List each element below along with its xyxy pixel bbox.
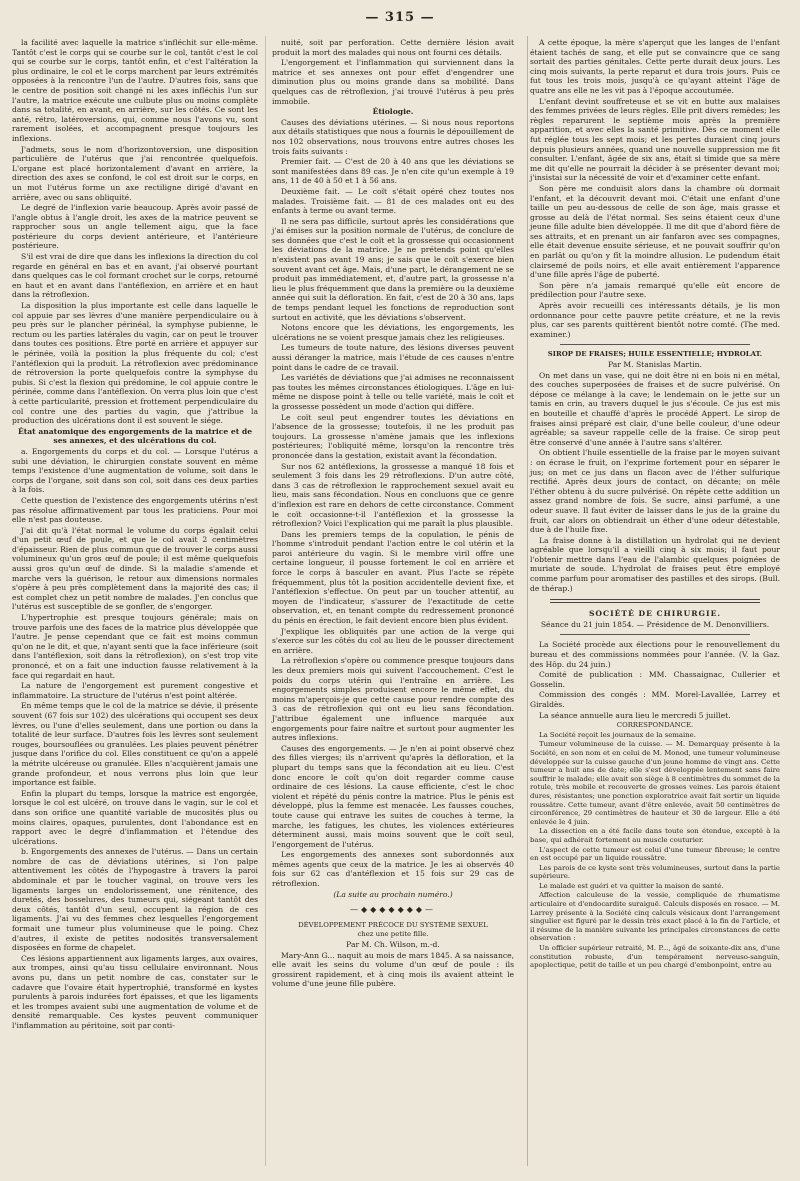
- article-title: SIROP DE FRAISES; HUILE ESSENTIELLE; HYDROLAT.: [547, 350, 763, 359]
- paragraph: Tumeur volumineuse de la cuisse. — M. Demarquay présente à la Société, en son nom et en celui de M. Monod, une tumeur volumineuse développée sur la cuisse gauche d'un jeune homme de vingt ans. Cette tumeur a huit ans de date; elle s'est développée lentement sans faire souffrir le malade; elle avait son siège à 8 centimètres du sommet de la rotule, très mobile et recouverte de grosses veines. Les parois étaient dures, résistantes; une ponction exploratrice avait fait sortir un liquide roussâtre. Cette tumeur, avant d'être enlevée, avait 50 centimètres de circonférence, 29 centimètres de hauteur et 30 de largeur. Elle a été enlevée le 4 juin.: [530, 740, 780, 826]
- separator: [560, 344, 750, 345]
- paragraph: Le degré de l'inflexion varie beaucoup. Après avoir passé de l'angle obtus à l'angle droit, les axes de la matrice peuvent se rapprocher sous un angle tellement aigu, que la face postérieure du corps devient antérieure, et l'antérieure postérieure.: [12, 203, 258, 251]
- paragraph: J'explique les obliquités par une action de la verge qui s'exerce sur les côtés du col au lieu de le pousser directement en arrière.: [272, 626, 514, 655]
- paragraph: Les engorgements des annexes sont subordonnés aux mêmes agents que ceux de la matrice. Je les ai observés 40 fois sur 62 cas d'antéflexion et 15 fois sur 29 cas de rétroflexion.: [272, 850, 514, 889]
- paragraph: L'hypertrophie est presque toujours générale; mais on trouve parfois une des faces de la matrice plus développée que l'autre. Je pense cependant que ce fait est moins commun qu'on ne le dit, et que, n'ayant senti que la face inférieure (soit dans l'antéflexion, soit dans la rétroflexion), on s'est trop vite prononcé, et on a fait une induction fausse relativement à la face qui regardait en haut.: [12, 613, 258, 680]
- paragraph: Ces lésions appartiennent aux ligaments larges, aux ovaires, aux trompes, ainsi qu'au tissu cellulaire environnant. Nous avons pu, dans un petit nombre de cas, constater sur le cadavre que l'ovaire était hypertrophié, transformé en kystes purulents à parois indurées fort épaisses, et que les ligaments et les trompes avaient subi une augmentation de volume et de densité remarquable. Ces kystes peuvent communiquer l'inflammation au péritoine, soit par conti-: [12, 953, 258, 1030]
- correspondance-heading: CORRESPONDANCE.: [616, 721, 694, 730]
- paragraph: nuité, soit par perforation. Cette dernière lésion avait produit la mort des malades qui nous ont fourni ces détails.: [272, 38, 514, 57]
- article-author: Par M. Ch. Wilson, m.-d.: [346, 940, 440, 950]
- paragraph: La fraise donne à la distillation un hydrolat qui ne devient agréable que lorsqu'il a vieilli cinq à six mois; il faut pour l'obtenir mettre dans l'eau de l'alambic quelques poignées de muriate de soude. L'hydrolat de fraises peut être employé comme parfum pour aromatiser des pastilles et des sirops. (Bull. de thérap.): [530, 535, 780, 593]
- article-author: Par M. Stanislas Martin.: [608, 360, 702, 369]
- column-left: [12, 38, 258, 1032]
- paragraph: Mary-Ann G... naquit au mois de mars 1845. A sa naissance, elle avait les seins du volume d'un œuf de poule : ils grossirent rapidement, et à cinq mois ils avaient atteint le volume d'une jeune fille pubère.: [272, 950, 514, 989]
- paragraph: La Société procède aux élections pour le renouvellement du bureau et des commissions nommées pour l'année. (V. la Gaz. des Hôp. du 24 juin.): [530, 640, 780, 669]
- paragraph: A cette époque, la mère s'aperçut que les langes de l'enfant étaient tachés de sang, et elle put se convaincre que ce sang sortait des parties génitales. Cette perte durait deux jours. Les cinq mois suivants, la perte reparut et dura trois jours. Puis ce fut tous les trois mois, jusqu'à ce qu'ayant atteint l'âge de quatre ans elle ne les vit pas à l'époque accoutumée.: [530, 38, 780, 95]
- paragraph: Cette question de l'existence des engorgements utérins n'est pas résolue affirmativement par tous les praticiens. Pour moi elle n'est pas douteuse.: [12, 495, 258, 525]
- double-rule: [550, 599, 760, 603]
- separator: [560, 634, 750, 635]
- seance-line: Séance du 21 juin 1854. — Présidence de M. Denonvilliers.: [540, 619, 770, 629]
- paragraph: La dissection en a été facile dans toute son étendue, excepté à la base, qui adhérait fortement au muscle couturier.: [530, 827, 780, 844]
- col2b-paragraphs: [272, 118, 514, 889]
- ornament-divider: —◆◆◆◆◆◆◆—: [349, 905, 437, 915]
- section-heading: Étiologie.: [372, 107, 414, 117]
- paragraph: Les parois de ce kyste sont très volumineuses, surtout dans la partie supérieure.: [530, 863, 780, 881]
- society-heading: SOCIÉTÉ DE CHIRURGIE.: [588, 609, 722, 619]
- column-right: [530, 38, 780, 971]
- paragraph: Son père n'a jamais remarqué qu'elle eût encore de prédilection pour l'autre sexe.: [530, 280, 780, 300]
- col2a-paragraphs: [272, 38, 514, 106]
- paragraph: Causes des engorgements. — Je n'en ai point observé chez des filles vierges; ils n'arrivent qu'après la défloration, et la plupart du temps sans que la fécondation ait eu lieu. C'est donc encore le coït qu'on doit regarder comme cause ordinaire de ces lésions. La cause efficiente, c'est le choc violent et répété du pénis contre la matrice. Plus le pénis est développé, plus la femme est menacée. Les fausses couches, toute cause qui entrave les suites de couches à terme, la marche, les fatigues, les chutes, les violences extérieures déterminent aussi, mais moins souvent que le coït seul, l'engorgement de l'utérus.: [272, 743, 514, 849]
- paragraph: Les tumeurs de toute nature, des lésions diverses peuvent aussi déranger la matrice, mais l'étude de ces causes n'entre point dans le cadre de ce travail.: [272, 343, 514, 372]
- section-heading: État anatomique des engorgements de la matrice et de ses annexes, et des ulcérations du col.: [17, 426, 253, 446]
- paragraph: Affection calculeuse de la vessie, compliquée de rhumatisme articulaire et d'endocardite suraiguë. Calculs disposés en rosace. — M. Larrey présente à la Société cinq calculs vésicaux dont l'arrangement singulier est figuré par le dessin très exact placé à la fin de l'article, et il résume de la manière suivante les principales circonstances de cette observation :: [530, 891, 780, 943]
- paragraph: Son père me conduisit alors dans la chambre où dormait l'enfant, et la découvrit devant moi. C'était une enfant d'une taille un peu au-dessous de celle de son âge, mais grasse et grosse au delà de l'état normal. Ses seins étaient ceux d'une jeune fille adulte bien développée. Il me dit que d'abord fière de ses attraits, et en prenant un air fanfaron avec ses compagnes, elle était devenue ensuite sérieuse, et ne pouvait souffrir qu'on en parlât ou qu'on y fît la moindre allusion. Le pudendum était clairsemé de poils noirs, et elle avait entièrement l'apparence d'une fille après l'âge de puberté.: [530, 183, 780, 280]
- paragraph: Deuxième fait. — Le coït s'était opéré chez toutes nos malades. Troisième fait. — 81 de ces malades ont eu des enfants à terme ou avant terme.: [272, 186, 514, 216]
- paragraph: Causes des déviations utérines. — Si nous nous reportons aux détails statistiques que nous a fournis le dépouillement de nos 102 observations, nous trouvons entre autres choses les trois faits suivants :: [272, 117, 514, 156]
- col1b-paragraphs: [12, 447, 258, 1031]
- paragraph: Comité de publication : MM. Chassaignac, Cullerier et Gosselin.: [530, 670, 780, 689]
- column-divider: [527, 36, 528, 1166]
- column-divider: [265, 36, 266, 1166]
- paragraph: La Société reçoit les journaux de la semaine.: [539, 730, 696, 739]
- paragraph: Enfin la plupart du temps, lorsque la matrice est engorgée, lorsque le col est ulcéré, on trouve dans le vagin, sur le col et dans son orifice une quantité variable de mucosités plus ou moins claires, opaques, purulentes, dont l'abondance est en rapport avec le degré d'inflammation et l'étendue des ulcérations.: [12, 788, 258, 846]
- col2c-paragraphs: [272, 951, 514, 989]
- col1-paragraphs: [12, 38, 258, 426]
- col3c-paragraphs: [530, 640, 780, 720]
- continuation-note: (La suite au prochain numéro.): [333, 889, 453, 899]
- paragraph: Notons encore que les déviations, les engorgements, les ulcérations ne se voient presque jamais chez les religieuses.: [272, 323, 514, 342]
- paragraph: La séance annuelle aura lieu le mercredi 5 juillet.: [539, 710, 731, 720]
- paragraph: La disposition la plus importante est celle dans laquelle le col appuie par ses lèvres d'une manière perpendiculaire ou à peu près sur le plancher périnéal, la symphyse pubienne, le rectum ou les parties latérales du vagin, car on peut le trouver dans toutes ces positions. Être porté en arrière et appuyer sur le périnée, voilà la position la plus fréquente du col; c'est l'antéflexion qui la produit. La rétroflexion avec prédominance de rétroversion la porte quelquefois contre la symphyse du pubis. Si c'est la flexion qui prédomine, le col appuie contre le périnée, comme dans l'antéflexion. On verra plus loin que c'est à cette particularité, pression et frottement perpendiculaire du col contre une des parties du vagin, que j'attribue la production des ulcérations dont il est souvent le siége.: [12, 301, 258, 426]
- column-middle: [272, 38, 514, 990]
- paragraph: On obtient l'huile essentielle de la fraise par le moyen suivant : on écrase le fruit, on l'exprime fortement pour en séparer le jus; on met ce jus dans un flacon avec de l'éther sulfurique rectifié. Après deux jours de contact, on décante; on mêle l'éther obtenu à du sucre pulvérisé. On répète cette addition un assez grand nombre de fois. Se sucre, ainsi parfumé, a une odeur suave. Il faut éviter de laisser dans le jus de la graine du fruit, car alors on obtiendrait un éther d'une odeur détestable, due à de l'huile fixe.: [530, 448, 780, 535]
- paragraph: En même temps que le col de la matrice se dévie, il présente souvent (67 fois sur 102) des ulcérations qui occupent ses deux lèvres, ou l'une d'elles seulement, dans une portion ou dans la totalité de leur surface. D'autres fois les lèvres sont seulement rouges, boursouflées ou granulées. Les plaies peuvent pénétrer jusque dans l'orifice du col. Elles constituent ce qu'on a appelé la métrite ulcéreuse ou granulée. Elles n'acquièrent jamais une grande profondeur, et nous verrons plus loin que leur importance est faible.: [12, 701, 258, 788]
- paragraph: la facilité avec laquelle la matrice s'infléchit sur elle-même. Tantôt c'est le corps qui se courbe sur le col, tantôt c'est le col qui se courbe sur le corps, tantôt enfin, et c'est l'altération la plus ordinaire, le col et le corps marchent par leurs extrémités opposées à la rencontre l'un de l'autre. D'autres fois, sans que le centre de position soit changé ni les axes infléchis l'un sur l'autre, la matrice exécute une culbute plus ou moins complète dans sa totalité, en avant, en arrière, sur les côtés. Ce sont les anté, rétro, latéroversions, qui, comme nous l'avons vu, sont rarement isolées, et accompagnent presque toujours les inflexions.: [12, 38, 258, 143]
- col3b-paragraphs: [530, 371, 780, 594]
- paragraph: Dans les premiers temps de la copulation, le pénis de l'homme s'introduit pendant l'action entre le col utérin et la paroi antérieure du vagin. Si le membre viril offre une certaine longueur, il pousse fortement le col en arrière et force le corps à basculer en avant. Plus l'acte se répète fréquemment, plus tôt la position accidentelle devient fixe, et l'antéflexion s'effectue. On peut par un toucher attentif, au moyen de l'indicateur, s'assurer de l'exactitude de cette observation, et, en tenant compte du redressement prononcé du pénis en érection, le fait devient encore bien plus évident.: [272, 529, 514, 626]
- paragraph: Le coït seul peut engendrer toutes les déviations en l'absence de la grossesse; toutefois, il ne les produit pas toujours. La grossesse n'amène jamais que les inflexions postérieures; l'obliquité même, lorsqu'on la rencontre très prononcée dans la gestation, existait avant la fécondation.: [272, 412, 514, 460]
- paragraph: La rétroflexion s'opère ou commence presque toujours dans les deux premiers mois qui suivent l'accouchement. C'est le poids du corps utérin qui l'entraîne en arrière. Les engorgements simples produisent encore le même effet, du moins m'aperçois-je que cette cause pour rendre compte des 3 cas de rétroflexion qui ont eu lieu sans fécondation. J'attribue également une influence marquée aux engorgements pour faire naître et surtout pour augmenter les autres inflexions.: [272, 656, 514, 743]
- article-title: DÉVELOPPEMENT PRÉCOCE DU SYSTÈME SEXUEL: [298, 920, 488, 929]
- paragraph: b. Engorgements des annexes de l'utérus. — Dans un certain nombre de cas de déviations utérines, si l'on palpe attentivement les côtés de l'hypogastre à travers la paroi abdominale et par le toucher vaginal, on trouve vers les ligaments larges un endolorissement, une rénitence, des duretés, des bosselures, des tumeurs qui, siégeant tantôt des deux côtés, tantôt d'un seul, occupent la région de ces ligaments. J'ai vu des femmes chez lesquelles l'engorgement formait une tumeur plus volumineuse que le poing. Chez d'autres, il existe de petites nodosités transversalement disposées en forme de chapelet.: [12, 847, 258, 953]
- paragraph: Il ne sera pas difficile, surtout après les considérations que j'ai émises sur la position normale de l'utérus, de conclure de ses données que c'est le coït et la grossesse qui occasionnent les déviations de la matrice. Je ne prétends point qu'elles n'existent pas avant 19 ans; je sais que le coït s'exerce bien souvent avant cet âge. Mais, d'une part, le dérangement ne se produit pas immédiatement, et, d'autre part, la grossesse n'a lieu le plus fréquemment que dans la première ou la deuxième année qui suit la défloration. En fait, c'est de 20 à 30 ans, laps de temps pendant lequel les fonctions de reproduction sont surtout en activité, que les déviations s'observent.: [272, 216, 514, 322]
- col3d-paragraphs: [530, 731, 780, 970]
- page-number: — 315 —: [365, 10, 435, 25]
- paragraph: Le malade est guéri et va quitter la maison de santé.: [539, 881, 724, 890]
- paragraph: S'il est vrai de dire que dans les inflexions la direction du col regarde en général en bas et en avant, j'ai observé pourtant dans quelques cas le col formant crochet sur le corps, retourné en haut et en avant dans l'antéflexion, en arrière et en haut dans la rétroflexion.: [12, 252, 258, 300]
- paragraph: Un officier supérieur retraité, M. P..., âgé de soixante-dix ans, d'une constitution robuste, d'un tempérament nerveuso-sanguin, apoplectique, petit de taille et un peu chargé d'embonpoint, entre au: [530, 944, 780, 970]
- col3a-paragraphs: [530, 38, 780, 339]
- paragraph: L'aspect de cette tumeur est celui d'une tumeur fibreuse; le centre en est occupé par un liquide roussâtre.: [530, 845, 780, 863]
- paragraph: Après avoir recueilli ces intéressants détails, je lis mon ordonnance pour cette pauvre petite créature, et ne la revis plus, car ses parents quittèrent bientôt notre comté. (The med. examiner.): [530, 301, 780, 339]
- paragraph: Commission des congés : MM. Morel-Lavallée, Larrey et Giraldès.: [530, 690, 780, 709]
- paragraph: L'engorgement et l'inflammation qui surviennent dans la matrice et ses annexes ont pour effet d'engendrer une diminution plus ou moins grande dans sa mobilité. Dans quelques cas de rétroflexion, j'ai trouvé l'utérus à peu près immobile.: [272, 58, 514, 106]
- paragraph: La nature de l'engorgement est purement congestive et inflammatoire. La structure de l'utérus n'est point altérée.: [12, 681, 258, 700]
- article-subtitle: chez une petite fille.: [357, 930, 429, 939]
- paragraph: Sur nos 62 antéflexions, la grossesse a manqué 18 fois et seulement 3 fois dans les 29 rétroflexions. D'un autre côté, dans 3 cas de rétroflexion le rapprochement sexuel avait eu lieu, mais sans fécondation. Nous en concluons que ce genre d'inflexion est rare en dehors de cette circonstance. Comment le coït occasionne-t-il l'antéflexion et la grossesse la rétroflexion? Voici l'explication qui me paraît la plus plausible.: [272, 461, 514, 529]
- paragraph: On met dans un vase, qui ne doit être ni en bois ni en métal, des couches superposées de fraises et de sucre pulvérisé. On dépose ce mélange à la cave; le lendemain on le jette sur un tamis en crin, au travers duquel le jus s'écoule. Ce jus est mis en bouteille et chauffé d'après le procédé Appert. Le sirop de fraises ainsi préparé est clair, d'une belle couleur, d'une odeur agréable; sa saveur rappelle celle de la fraise. Ce sirop peut être conservé d'une année à l'autre sans s'altérer.: [530, 370, 780, 447]
- paragraph: J'admets, sous le nom d'horizontoversion, une disposition particulière de l'utérus que j'ai rencontrée quelquefois. L'organe est placé horizontalement d'avant en arrière, la direction des axes se confond, le col est droit sur le corps, en un mot l'utérus forme un axe rectiligne dirigé d'avant en arrière, avec ou sans obliquité.: [12, 144, 258, 202]
- paragraph: Les variétés de déviations que j'ai admises ne reconnaissent pas toutes les mêmes circonstances étiologiques. L'âge en lui-même ne dispose point à telle ou telle variété, mais le coït et la grossesse possèdent un mode d'action qui diffère.: [272, 373, 514, 411]
- paragraph: J'ai dit qu'à l'état normal le volume du corps égalait celui d'un petit œuf de poule, et que le col avait 2 centimètres d'épaisseur. Rien de plus commun que de trouver le corps aussi volumineux qu'un gros œuf de poule; il est même quelquefois aussi gros qu'un œuf de dinde. Si la maladie s'amende et marche vers la guérison, le retour aux dimensions normales s'opère à peu près complètement dans la majorité des cas; il est complet chez un petit nombre de malades. J'en conclus que l'utérus est susceptible de se gonfler, de s'engorger.: [12, 525, 258, 612]
- paragraph: a. Engorgements du corps et du col. — Lorsque l'utérus a subi une déviation, le chirurgien constate souvent en même temps l'existence d'une augmentation de volume, soit dans le corps de l'organe, soit dans son col, soit dans ces deux parties à la fois.: [12, 446, 258, 495]
- paragraph: Premier fait. — C'est de 20 à 40 ans que les déviations se sont manifestées dans 89 cas. Je n'en cite qu'un exemple à 19 ans, 11 de 40 à 50 et 1 à 56 ans.: [272, 157, 514, 186]
- paragraph: L'enfant devint souffreteuse et se vit en butte aux malaises des femmes privées de leurs règles. Elle prit divers remèdes; les règles reparurent le septième mois après la première apparition, et avec elles la santé primitive. Dès ce moment elle fut réglée tous les sept mois; et les pertes duraient cinq jours depuis plusieurs années, quand une nouvelle suppression me fit consulter. L'enfant, âgée de six ans, était si timide que sa mère me dit qu'elle ne pourrait la décider à se présenter devant moi; j'insistai sur la nécessité de voir et d'examiner cette enfant.: [530, 96, 780, 183]
